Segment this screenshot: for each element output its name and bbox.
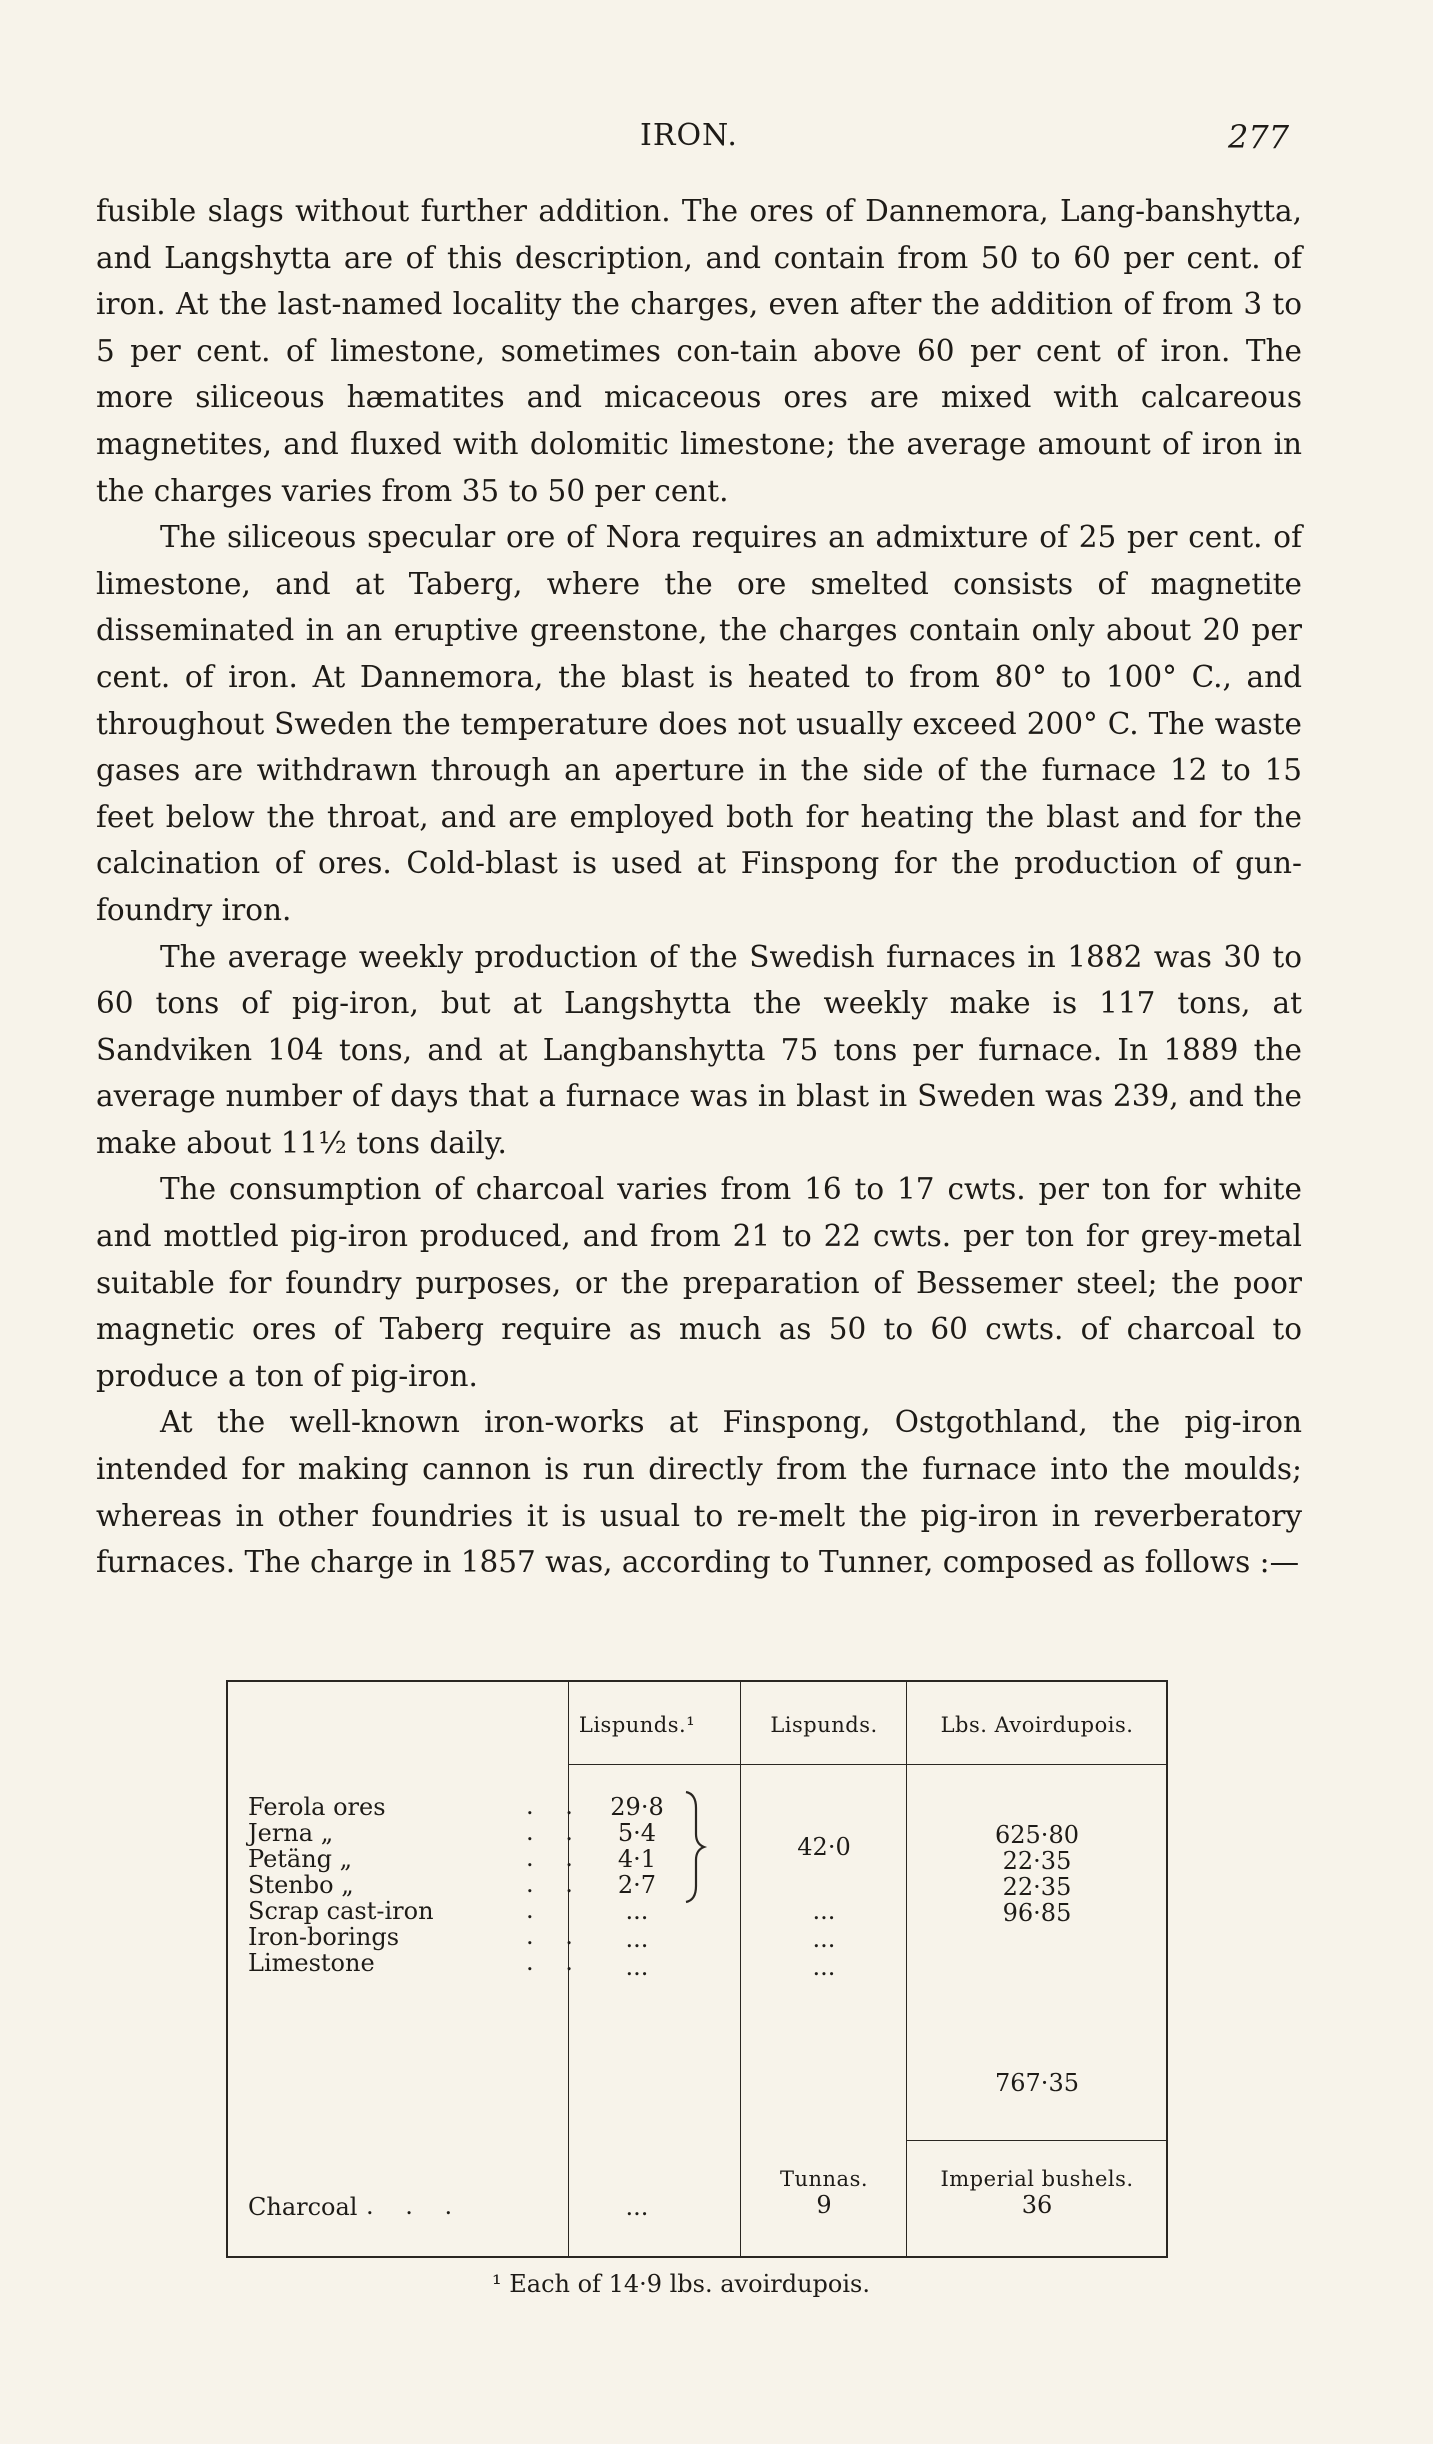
row-label: Stenbo „ [248, 1871, 354, 1899]
paragraph: The consumption of charcoal varies from 16 to 17 cwts. per ton for white and mottled pig-iron produced, and from 21 to 22 cwts. per ton for grey-metal suitable for foundry purposes, or the preparation of Bessemer steel; the poor magnetic ores of Taberg require as much as 50 to 60 cwts. of charcoal to produce a ton of pig-iron. [96, 1172, 1302, 1393]
row-lispunds-2: ... [812, 1953, 836, 1981]
row-lbs: 96·85 [1002, 1899, 1072, 1927]
paragraph: At the well-known iron-works at Finspong, Ostgothland, the pig-iron intended for making cannon is run directly from the furnace into the moulds; whereas in other foundries it is usual to re-melt the pig-iron in reverberatory furnaces. The charge in 1857 was, according to Tunner, composed as follows :— [96, 1405, 1302, 1580]
table-top-rule [226, 1680, 1168, 1682]
table-bottom-rule [226, 2256, 1168, 2258]
paragraph: The siliceous specular ore of Nora requires an admixture of 25 per cent. of limestone, and at Taberg, where the ore smelted consists of magnetite disseminated in an eruptive greenstone, the charges contain only about 20 per cent. of iron. At Dannemora, the blast is heated to from 80° to 100° C., and throughout Sweden the temperature does not usually exceed 200° C. The waste gases are withdrawn through an aperture in the side of the furnace 12 to 15 feet below the throat, and are employed both for heating the blast and for the calcination of ores. Cold-blast is used at Finspong for the production of gun-foundry iron. [96, 520, 1302, 927]
total-lbs: 767·35 [995, 2069, 1079, 2097]
charcoal-bushels: 36 [1021, 2191, 1053, 2219]
row-label: Limestone [248, 1949, 375, 1977]
row-lispunds: ... [625, 1897, 649, 1925]
row-lbs: 22·35 [1002, 1847, 1072, 1875]
charcoal-tunnas: 9 [816, 2191, 832, 2219]
row-lispunds: ... [625, 1925, 649, 1953]
row-lispunds-2: ... [812, 1897, 836, 1925]
row-label: Petäng „ [248, 1845, 353, 1873]
row-lispunds: ... [625, 1953, 649, 1981]
column-rule [226, 1680, 228, 2258]
charcoal-col2-header: Tunnas. [779, 2167, 869, 2191]
page-header [0, 118, 1433, 168]
footnote: ¹ Each of 14·9 lbs. avoirdupois. [492, 2270, 870, 2298]
row-lbs: 625·80 [995, 1821, 1079, 1849]
header-rule [568, 1764, 1168, 1765]
brace-icon [680, 1788, 714, 1906]
col-header-lbs: Lbs. Avoirdupois. [940, 1713, 1134, 1737]
row-lispunds: 29·8 [610, 1793, 664, 1821]
col-header-lispunds-1: Lispunds.¹ [578, 1713, 696, 1737]
row-label: Jerna „ [248, 1819, 334, 1847]
row-lispunds: 4·1 [617, 1845, 657, 1873]
row-lispunds-2: ... [812, 1925, 836, 1953]
grouped-lispunds: 42·0 [797, 1833, 851, 1861]
col-header-lispunds-2: Lispunds. [770, 1713, 878, 1737]
row-label: Ferola ores [248, 1793, 386, 1821]
row-lispunds: 2·7 [617, 1871, 657, 1899]
running-title: IRON. [640, 118, 738, 153]
row-label: Scrap cast-iron [248, 1897, 434, 1925]
page-number: 277 [1228, 118, 1290, 156]
charcoal-lispunds: ... [625, 2193, 649, 2221]
body-text [96, 188, 1302, 1586]
paragraph: fusible slags without further addition. The ores of Dannemora, Lang-banshytta, and Langshytta are of this description, and contain from 50 to 60 per cent. of iron. At the last-named locality the charges, even after the addition of from 3 to 5 per cent. of limestone, sometimes con-tain above 60 per cent of iron. The more siliceous hæmatites and micaceous ores are mixed with calcareous magnetites, and fluxed with dolomitic limestone; the average amount of iron in the charges varies from 35 to 50 per cent. [96, 194, 1302, 508]
charcoal-label: Charcoal [248, 2193, 358, 2221]
paragraph: The average weekly production of the Swedish furnaces in 1882 was 30 to 60 tons of pig-iron, but at Langshytta the weekly make is 117 tons, at Sandviken 104 tons, and at Langbanshytta 75 tons per furnace. In 1889 the average number of days that a furnace was in blast in Sweden was 239, and the make about 11½ tons daily. [96, 939, 1302, 1160]
row-lispunds: 5·4 [617, 1819, 657, 1847]
charcoal-col3-header: Imperial bushels. [940, 2167, 1134, 2191]
charge-table: Lispunds.¹ Lispunds. Lbs. Avoirdupois. Ferola ores . . 29·8 Jerna „ . . 5·4 625·80 Petäng „ . . 4·1 42·0 22·35 Stenbo „ . . 2·7 22·35 Scrap cast-iron . ... ... 96·85 Iron-borings . . ... ... Limestone . . ... ... 767·35 Tunnas. Imperial bushels. Charcoal . . . ... 9 36 [226, 1680, 1168, 2258]
row-label: Iron-borings [248, 1923, 400, 1951]
total-rule [906, 2140, 1168, 2141]
row-lbs: 22·35 [1002, 1873, 1072, 1901]
